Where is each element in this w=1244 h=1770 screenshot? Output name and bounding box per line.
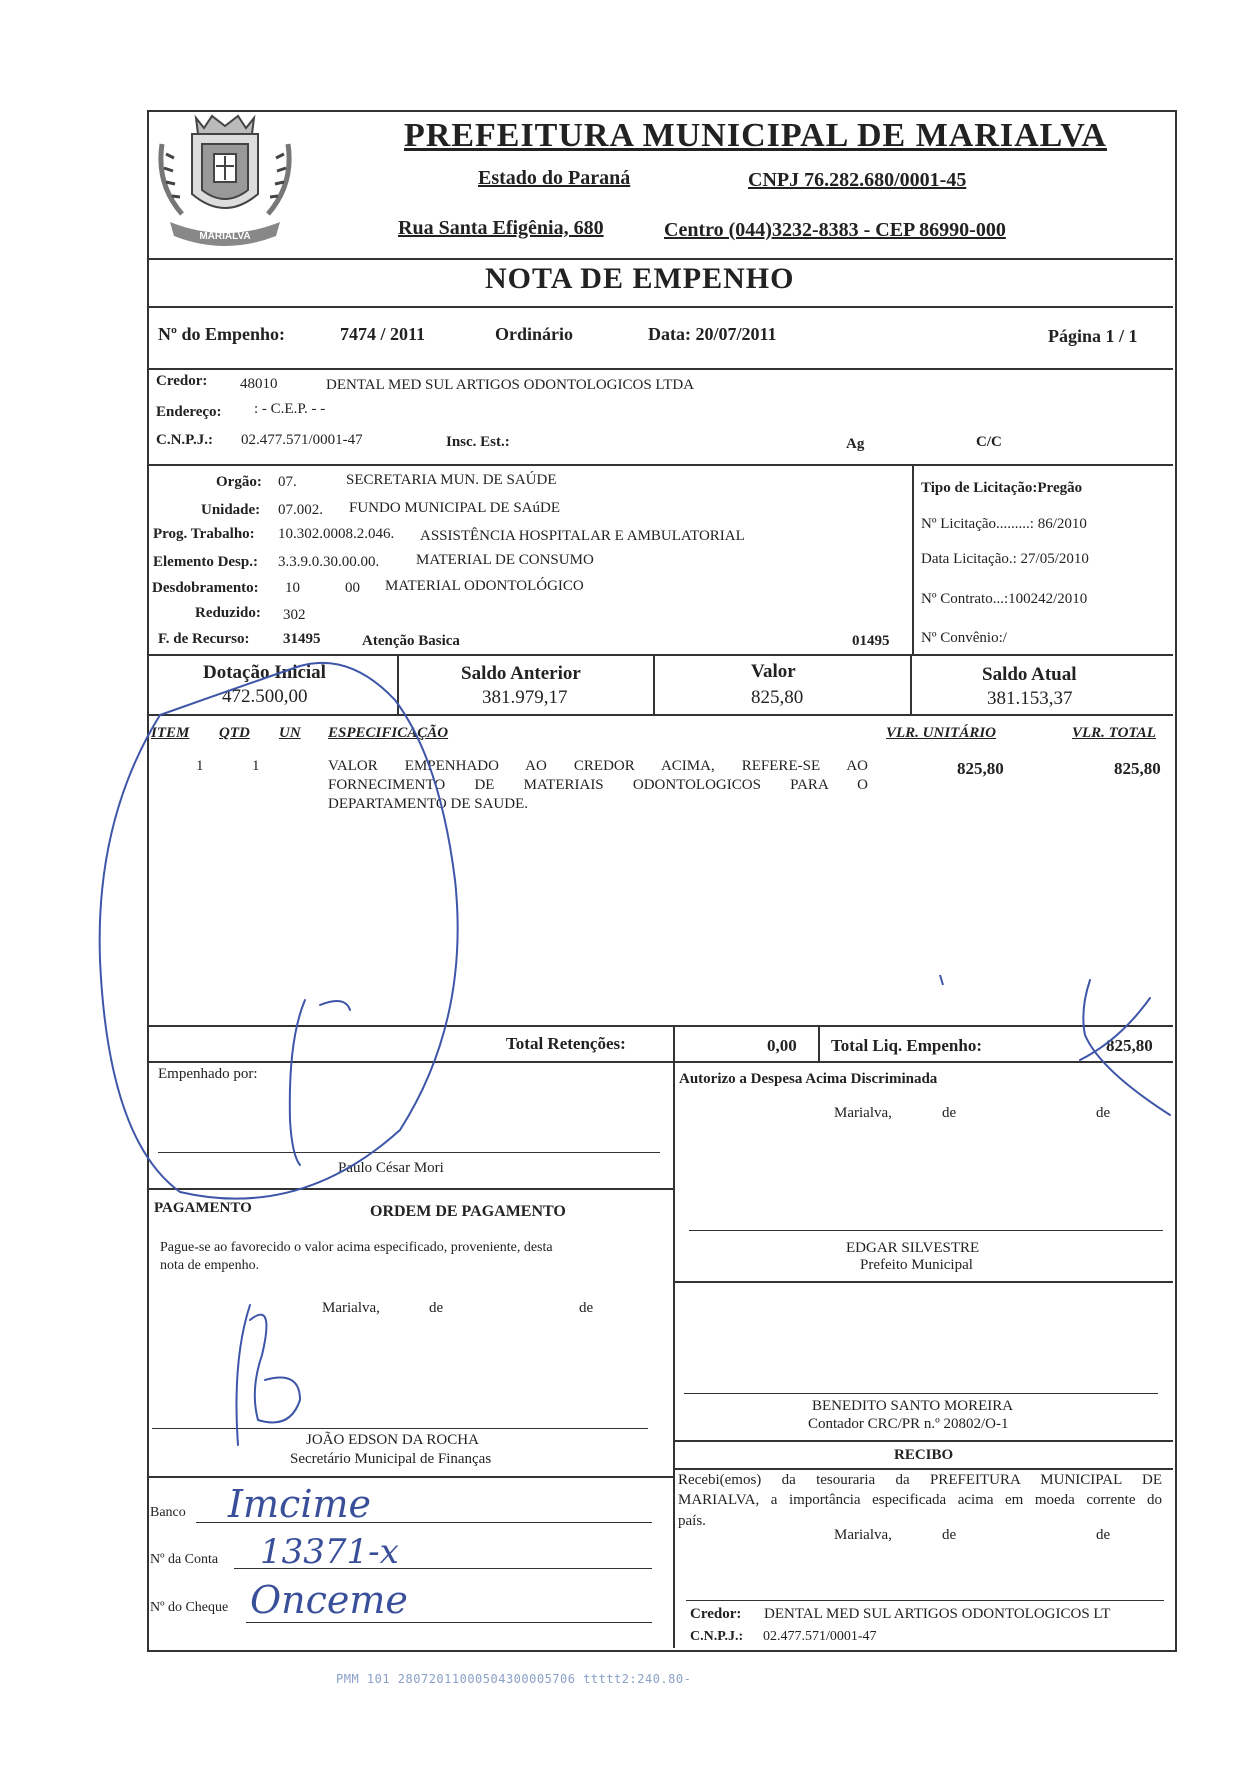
recibo-titulo: RECIBO	[894, 1447, 954, 1463]
fonte-label: F. de Recurso:	[158, 631, 250, 647]
autorizo-de-1: de	[942, 1105, 957, 1121]
cheque-valor: Onceme	[250, 1578, 408, 1622]
crest-ribbon-text: MARIALVA	[199, 231, 251, 242]
liquido-label: Total Liq. Empenho:	[831, 1036, 982, 1055]
prog-cod: 10.302.0008.2.046.	[278, 526, 395, 542]
saldo-anterior-label: Saldo Anterior	[461, 663, 581, 684]
recibo-credor-label: Credor:	[690, 1606, 742, 1622]
empenho-tipo: Ordinário	[495, 324, 574, 344]
row-desc-1: VALOR EMPENHADO AO CREDOR ACIMA, REFERE-SE AO	[328, 758, 868, 774]
empenhado-nome: Paulo César Mori	[338, 1160, 444, 1176]
licitacao-data: Data Licitação.: 27/05/2010	[921, 551, 1089, 567]
insc-label: Insc. Est.:	[446, 434, 510, 450]
doc-title: NOTA DE EMPENHO	[485, 262, 795, 295]
endereco-valor: : - C.E.P. - -	[254, 401, 326, 417]
pagamento-label: PAGAMENTO	[154, 1200, 252, 1216]
recibo-local: Marialva,	[834, 1527, 892, 1543]
unidade-label: Unidade:	[201, 502, 261, 518]
saldo-atual-valor: 381.153,37	[987, 688, 1073, 709]
header-title: PREFEITURA MUNICIPAL DE MARIALVA	[404, 117, 1107, 154]
licitacao-tipo: Tipo de Licitação:Pregão	[921, 480, 1083, 496]
unidade-nome: FUNDO MUNICIPAL DE SAúDE	[349, 500, 560, 516]
footer-code: PMM 101 28072011000504300005706 ttttt2:240.80-	[336, 1672, 692, 1686]
credor-codigo: 48010	[240, 376, 278, 392]
empenhado-label: Empenhado por:	[158, 1066, 258, 1082]
pagamento-de-2: de	[579, 1300, 594, 1316]
secretario-nome: JOÃO EDSON DA ROCHA	[306, 1432, 479, 1448]
col-qtd: QTD	[219, 725, 250, 741]
licitacao-numero: Nº Licitação.........: 86/2010	[921, 516, 1087, 532]
ordem-pagamento-label: ORDEM DE PAGAMENTO	[370, 1203, 566, 1220]
prefeito-cargo: Prefeito Municipal	[860, 1257, 973, 1273]
row-item: 1	[196, 758, 204, 774]
retencoes-label: Total Retenções:	[506, 1034, 626, 1053]
cheque-label: Nº do Cheque	[150, 1600, 229, 1615]
autorizo-de-2: de	[1096, 1105, 1111, 1121]
empenho-numero: 7474 / 2011	[340, 324, 426, 344]
conta-valor: 13371-x	[260, 1532, 399, 1572]
secretario-cargo: Secretário Municipal de Finanças	[290, 1451, 492, 1467]
orgao-label: Orgão:	[216, 474, 262, 490]
large-oval-signature	[100, 663, 458, 1199]
dotacao-inicial-valor: 472.500,00	[222, 686, 308, 707]
header-estado: Estado do Paraná	[478, 167, 631, 189]
empenho-pagina: Página 1 / 1	[1048, 326, 1138, 346]
recibo-credor: DENTAL MED SUL ARTIGOS ODONTOLOGICOS LT	[764, 1606, 1111, 1622]
fonte-cod: 31495	[283, 631, 321, 647]
pagamento-de-1: de	[429, 1300, 444, 1316]
unidade-cod: 07.002.	[278, 502, 323, 518]
recibo-de-1: de	[942, 1527, 957, 1543]
contador-nome: BENEDITO SANTO MOREIRA	[812, 1398, 1014, 1414]
saldo-anterior-valor: 381.979,17	[482, 687, 568, 708]
recibo-de-2: de	[1096, 1527, 1111, 1543]
desdobramento-cod1: 10	[285, 580, 300, 596]
col-vlr-total: VLR. TOTAL	[1072, 725, 1156, 741]
pagamento-local: Marialva,	[322, 1300, 380, 1316]
elemento-label: Elemento Desp.:	[153, 554, 258, 570]
col-un: UN	[279, 725, 301, 741]
recibo-texto-2: MARIALVA, a importância especificada acima em moeda corrente do	[678, 1492, 1162, 1508]
secretario-signature	[237, 1305, 301, 1445]
signature-stroke-1	[290, 1000, 305, 1165]
fonte-num: 01495	[852, 633, 890, 649]
contador-cargo: Contador CRC/PR n.º 20802/O-1	[808, 1416, 1009, 1432]
cnpj-label: C.N.P.J.:	[156, 432, 213, 448]
retencoes-valor: 0,00	[767, 1036, 797, 1055]
row-desc-3: DEPARTAMENTO DE SAUDE.	[328, 796, 528, 812]
prefeito-nome: EDGAR SILVESTRE	[846, 1240, 980, 1256]
pagamento-texto-1: Pague-se ao favorecido o valor acima especificado, proveniente, desta	[160, 1240, 553, 1255]
row-vlr-total: 825,80	[1114, 759, 1161, 778]
recibo-texto-1: Recebi(emos) da tesouraria da PREFEITURA MUNICIPAL DE	[678, 1472, 1162, 1488]
empenho-numero-label: Nº do Empenho:	[158, 324, 285, 344]
pagamento-texto-2: nota de empenho.	[160, 1258, 260, 1273]
liquido-valor: 825,80	[1106, 1036, 1153, 1055]
desdobramento-nome: MATERIAL ODONTOLÓGICO	[385, 578, 584, 594]
signature-stroke-2	[320, 1001, 350, 1010]
banco-valor: Imcime	[228, 1482, 372, 1526]
elemento-nome: MATERIAL DE CONSUMO	[416, 552, 594, 568]
conta-label: Nº da Conta	[150, 1552, 219, 1567]
desdobramento-cod2: 00	[345, 580, 360, 596]
elemento-cod: 3.3.9.0.30.00.00.	[278, 554, 380, 570]
reduzido-valor: 302	[283, 607, 306, 623]
cnpj-valor: 02.477.571/0001-47	[241, 432, 363, 448]
valor-valor: 825,80	[751, 687, 804, 708]
licitacao-contrato: Nº Contrato...:100242/2010	[921, 591, 1088, 607]
autorizo-local: Marialva,	[834, 1105, 892, 1121]
cc-label: C/C	[976, 434, 1002, 450]
col-vlr-unitario: VLR. UNITÁRIO	[886, 725, 997, 741]
header-contato: Centro (044)3232-8383 - CEP 86990-000	[664, 219, 1006, 241]
row-qtd: 1	[252, 758, 260, 774]
licitacao-convenio: Nº Convênio:/	[921, 630, 1007, 646]
autorizo-label: Autorizo a Despesa Acima Discriminada	[679, 1071, 938, 1087]
recibo-cnpj-label: C.N.P.J.:	[690, 1629, 744, 1644]
header-endereco: Rua Santa Efigênia, 680	[398, 217, 604, 239]
recibo-cnpj: 02.477.571/0001-47	[763, 1629, 877, 1644]
endereco-label: Endereço:	[156, 404, 222, 420]
prog-nome: ASSISTÊNCIA HOSPITALAR E AMBULATORIAL	[420, 528, 745, 544]
col-especificacao: ESPECIFICAÇÃO	[328, 725, 449, 741]
prog-label: Prog. Trabalho:	[153, 526, 255, 542]
banco-label: Banco	[150, 1505, 186, 1520]
col-item: ITEM	[151, 725, 190, 741]
saldo-atual-label: Saldo Atual	[982, 664, 1077, 685]
orgao-nome: SECRETARIA MUN. DE SAÚDE	[346, 472, 557, 488]
ag-label: Ag	[846, 436, 865, 452]
row-vlr-unitario: 825,80	[957, 759, 1004, 778]
dotacao-inicial-label: Dotação Inicial	[203, 662, 326, 683]
credor-nome: DENTAL MED SUL ARTIGOS ODONTOLOGICOS LTDA	[326, 377, 695, 393]
credor-label: Credor:	[156, 373, 208, 389]
fonte-nome: Atenção Basica	[362, 633, 460, 649]
valor-label: Valor	[751, 661, 796, 682]
header-cnpj: CNPJ 76.282.680/0001-45	[748, 169, 967, 191]
recibo-texto-3: país.	[678, 1513, 706, 1529]
desdobramento-label: Desdobramento:	[152, 580, 259, 596]
check-mark-x	[1080, 980, 1170, 1115]
empenho-data: Data: 20/07/2011	[648, 324, 777, 344]
reduzido-label: Reduzido:	[195, 605, 261, 621]
orgao-cod: 07.	[278, 474, 297, 490]
row-desc-2: FORNECIMENTO DE MATERIAIS ODONTOLOGICOS PARA O	[328, 777, 868, 793]
